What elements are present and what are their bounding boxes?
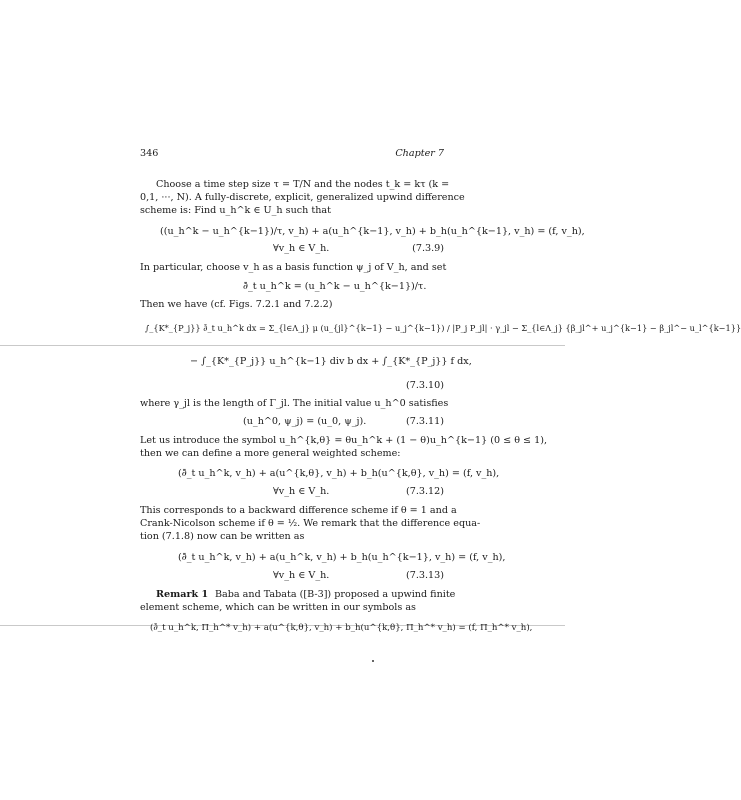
paragraph-line: In particular, choose v_h as a basis function ψ_j of V_h, and set xyxy=(140,262,447,273)
equation: − ∫_{K*_{P_j}} u_h^{k−1} div b dx + ∫_{K*_{P_j}} f dx, xyxy=(190,356,472,367)
page-number: 346 xyxy=(140,148,159,159)
equation-number: (7.3.9) xyxy=(412,243,444,254)
chapter-title: Chapter 7 xyxy=(395,148,444,159)
equation: ∫_{K*_{P_j}} ∂̄_t u_h^k dx = Σ_{l∈Λ_j} μ (u_{jl}^{k−1} − u_j^{k−1}) / |P_j P_jl| · γ_jl − Σ_{l∈Λ_j} {β_jl^+ u_j^{k−1} − β_jl^− u_l^{k−1}} xyxy=(145,323,741,333)
equation-number: (7.3.10) xyxy=(405,380,444,391)
paragraph-line: scheme is: Find u_h^k ∈ U_h such that xyxy=(140,205,331,216)
paragraph-line: then we can define a more general weighted scheme: xyxy=(140,448,401,459)
equation: (u_h^0, ψ_j) = (u_0, ψ_j). xyxy=(243,416,367,427)
paragraph-line: Then we have (cf. Figs. 7.2.1 and 7.2.2) xyxy=(140,299,333,310)
paragraph-line: Crank-Nicolson scheme if θ = ½. We remark that the difference equa- xyxy=(140,518,481,529)
paragraph-line: Choose a time step size τ = T/N and the nodes t_k = kτ (k = xyxy=(156,179,450,190)
paragraph-line: where γ_jl is the length of Γ_jl. The initial value u_h^0 satisfies xyxy=(140,398,449,409)
paragraph-line: Let us introduce the symbol u_h^{k,θ} = θu_h^k + (1 − θ)u_h^{k−1} (0 ≤ θ ≤ 1), xyxy=(140,435,548,446)
paragraph-line: 0,1, ···, N). A fully-discrete, explicit, generalized upwind difference xyxy=(140,192,465,203)
scan-speck xyxy=(372,660,374,662)
paragraph-line: tion (7.1.8) now can be written as xyxy=(140,531,305,542)
equation: (∂̄_t u_h^k, v_h) + a(u_h^k, v_h) + b_h(u_h^{k−1}, v_h) = (f, v_h), xyxy=(178,552,506,563)
equation: ∀v_h ∈ V_h. xyxy=(273,486,330,497)
equation: (∂̄_t u_h^k, v_h) + a(u^{k,θ}, v_h) + b_h(u^{k,θ}, v_h) = (f, v_h), xyxy=(178,468,500,479)
equation: ∀v_h ∈ V_h. xyxy=(273,243,330,254)
equation: ((u_h^k − u_h^{k−1})/τ, v_h) + a(u_h^{k−1}, v_h) + b_h(u_h^{k−1}, v_h) = (f, v_h), xyxy=(160,226,585,237)
equation: ∀v_h ∈ V_h. xyxy=(273,570,330,581)
remark-label: Remark 1 xyxy=(156,589,209,600)
equation-number: (7.3.11) xyxy=(405,416,444,427)
equation-number: (7.3.13) xyxy=(405,570,444,581)
equation-number: (7.3.12) xyxy=(405,486,444,497)
equation: (∂̄_t u_h^k, Π_h^* v_h) + a(u^{k,θ}, v_h) + b_h(u^{k,θ}, Π_h^* v_h) = (f, Π_h^* v_h), xyxy=(150,623,533,633)
paragraph-line: This corresponds to a backward difference scheme if θ = 1 and a xyxy=(140,505,457,516)
scan-rule-top xyxy=(0,345,565,346)
equation: ∂̄_t u_h^k = (u_h^k − u_h^{k−1})/τ. xyxy=(243,281,427,292)
paragraph-line: Baba and Tabata ([B-3]) proposed a upwind finite xyxy=(215,589,456,600)
paragraph-line: element scheme, which can be written in our symbols as xyxy=(140,602,416,613)
